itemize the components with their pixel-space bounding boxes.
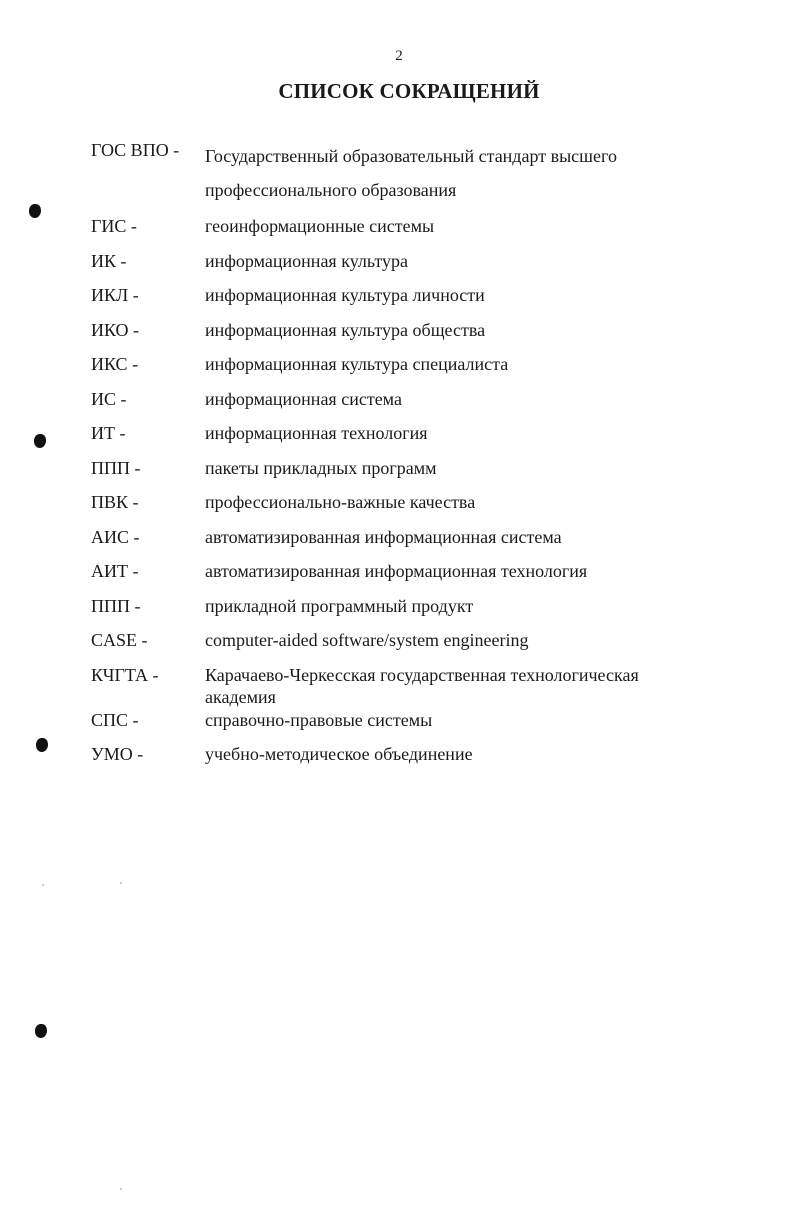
abbreviation-key: ИС - (91, 389, 127, 409)
abbreviation-definition: автоматизированная информационная система (205, 527, 562, 547)
abbreviation-definition: информационная культура специалиста (205, 354, 509, 374)
abbreviation-key: ИК - (91, 251, 127, 271)
abbreviation-row (91, 664, 711, 708)
abbreviation-key: ПВК - (91, 492, 139, 512)
abbreviation-key: ИКС - (91, 354, 139, 374)
abbreviation-row (91, 709, 711, 731)
abbreviation-definition: пакеты прикладных программ (205, 458, 437, 478)
abbreviation-key: ППП - (91, 458, 141, 478)
abbreviation-definition: прикладной программный продукт (205, 596, 474, 616)
scan-speck (42, 884, 44, 886)
abbreviation-key: АИС - (91, 527, 140, 547)
abbreviation-key: ИТ - (91, 423, 126, 443)
abbreviation-key: СПС - (91, 710, 139, 730)
abbreviation-row (91, 284, 711, 306)
abbreviation-list (91, 140, 711, 764)
scan-speck (120, 1188, 122, 1190)
abbreviation-row (91, 595, 711, 617)
page-title: СПИСОК СОКРАЩЕНИЙ (278, 79, 540, 103)
abbreviation-key: ППП - (91, 596, 141, 616)
abbreviation-definition: информационная система (205, 389, 402, 409)
abbreviation-row (91, 353, 711, 375)
abbreviation-row (91, 422, 711, 444)
abbreviation-key: ГИС - (91, 216, 137, 236)
abbreviation-row (91, 319, 711, 341)
abbreviation-row (91, 491, 711, 513)
abbreviation-key: УМО - (91, 744, 144, 764)
abbreviation-row (91, 457, 711, 479)
abbreviation-definition: информационная культура (205, 251, 409, 271)
abbreviation-definition: учебно-методическое объединение (205, 744, 473, 764)
binder-hole (36, 738, 48, 752)
abbreviation-definition: computer-aided software/system engineering (205, 630, 529, 650)
abbreviation-definition: информационная культура общества (205, 320, 486, 340)
abbreviation-key: АИТ - (91, 561, 139, 581)
abbreviation-key: КЧГТА - (91, 665, 159, 685)
abbreviation-row (91, 388, 711, 410)
abbreviation-key: CASE - (91, 630, 148, 650)
abbreviation-definition: геоинформационные системы (205, 216, 435, 236)
abbreviation-row (91, 139, 711, 207)
abbreviation-row (91, 629, 711, 651)
abbreviation-key: ГОС ВПО - (91, 140, 180, 160)
abbreviation-row (91, 743, 711, 765)
abbreviation-row (91, 526, 711, 548)
abbreviation-key: ИКЛ - (91, 285, 139, 305)
binder-hole (29, 204, 41, 218)
abbreviation-row (91, 250, 711, 272)
abbreviation-row (91, 560, 711, 582)
abbreviation-definition: информационная технология (205, 423, 428, 443)
abbreviation-definition: Государственный образовательный стандарт высшего профессионального образования (205, 146, 617, 200)
binder-hole (35, 1024, 47, 1038)
abbreviation-key: ИКО - (91, 320, 140, 340)
scan-speck (120, 882, 122, 884)
binder-hole (34, 434, 46, 448)
abbreviation-definition: автоматизированная информационная технология (205, 561, 588, 581)
abbreviation-definition: профессионально-важные качества (205, 492, 476, 512)
abbreviation-definition: информационная культура личности (205, 285, 485, 305)
page-number: 2 (395, 48, 403, 64)
abbreviation-row (91, 215, 711, 237)
abbreviation-definition: справочно-правовые системы (205, 710, 433, 730)
abbreviation-definition: Карачаево-Черкесская государственная технологическая академия (205, 665, 639, 707)
